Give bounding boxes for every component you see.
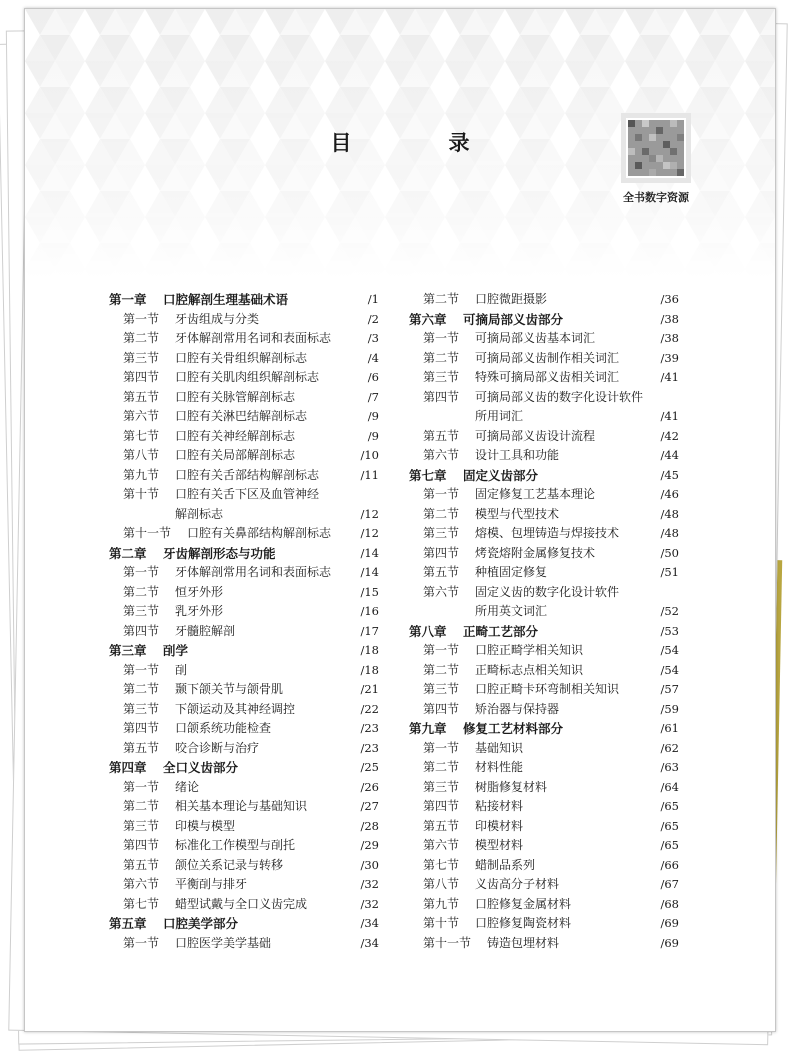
toc-entry-page: /38 <box>660 331 679 345</box>
toc-entry-number: 第三节 <box>423 370 460 384</box>
toc-entry-title: 义齿高分子材料 <box>475 877 560 891</box>
toc-entry-title: 口腔修复金属材料 <box>475 896 572 911</box>
toc-entry-number: 第六节 <box>423 838 460 852</box>
toc-entry-title: 牙齿组成与分类 <box>175 311 260 326</box>
toc-section-entry[interactable] <box>409 388 679 408</box>
toc-entry-number: 第十一节 <box>123 526 172 540</box>
toc-entry-page: /66 <box>660 857 679 872</box>
toc-entry-number: 第四节 <box>423 545 460 560</box>
toc-section-entry[interactable] <box>109 407 379 427</box>
toc-entry-number: 第六节 <box>123 409 160 423</box>
toc-entry-title: 特殊可摘局部义齿相关词汇 <box>475 370 620 384</box>
toc-section-entry[interactable] <box>409 485 679 505</box>
toc-entry-title: 材料性能 <box>475 760 524 774</box>
toc-entry-number: 第一节 <box>423 487 460 501</box>
toc-entry-number: 第七节 <box>123 896 160 911</box>
page-title: 目 录 <box>330 131 508 155</box>
toc-section-entry[interactable] <box>109 719 379 739</box>
toc-section-entry[interactable] <box>109 427 379 447</box>
toc-entry-number: 第四节 <box>123 623 160 638</box>
toc-section-entry[interactable] <box>409 700 679 720</box>
toc-entry-page: /68 <box>660 896 679 911</box>
toc-chapter-entry[interactable] <box>409 622 679 642</box>
toc-entry-number: 第五节 <box>423 428 460 443</box>
toc-entry-title: 全口义齿部分 <box>163 760 239 775</box>
toc-section-entry[interactable] <box>409 680 679 700</box>
toc-entry-number: 第一节 <box>123 779 160 794</box>
toc-chapter-entry[interactable] <box>109 544 379 564</box>
toc-entry-title: 熔模、包埋铸造与焊接技术 <box>475 526 620 540</box>
toc-entry-page: /28 <box>360 818 379 833</box>
toc-section-entry[interactable] <box>109 466 379 486</box>
toc-entry-page: /48 <box>660 506 679 521</box>
toc-entry-page: /25 <box>360 760 379 774</box>
qr-code[interactable] <box>621 113 691 183</box>
toc-section-entry[interactable] <box>409 446 679 466</box>
toc-entry-page: /10 <box>360 448 379 462</box>
toc-entry-page: /9 <box>367 428 379 443</box>
toc-section-entry[interactable] <box>109 778 379 798</box>
toc-entry-number: 第二节 <box>423 662 460 677</box>
toc-entry-number: 第五节 <box>423 565 460 579</box>
toc-entry-page: /11 <box>360 467 379 482</box>
toc-section-entry[interactable] <box>409 739 679 759</box>
toc-entry-number: 第二节 <box>123 682 160 696</box>
toc-entry-page: /59 <box>660 701 679 716</box>
toc-entry-title: 设计工具和功能 <box>475 448 560 462</box>
toc-entry-page: /32 <box>360 896 379 911</box>
toc-entry-number: 第七节 <box>423 857 460 872</box>
toc-entry-page: /36 <box>660 292 679 306</box>
toc-entry-page: /6 <box>367 370 379 384</box>
toc-entry-page: /3 <box>367 331 379 345</box>
toc-entry-title: 标准化工作模型与㓦托 <box>175 838 296 852</box>
toc-entry-page: /69 <box>660 916 679 930</box>
toc-section-entry[interactable] <box>409 290 679 310</box>
toc-entry-continuation[interactable] <box>409 602 679 622</box>
toc-entry-page: /23 <box>360 721 379 735</box>
toc-entry-title: 解剖标志 <box>175 506 224 521</box>
toc-entry-page: /61 <box>660 721 679 735</box>
toc-entry-page: /53 <box>660 623 679 638</box>
toc-entry-number: 第一章 <box>109 292 147 307</box>
toc-entry-title: 咬合诊断与治疗 <box>175 740 260 755</box>
toc-entry-title: 口腔有关舌部结构解剖标志 <box>175 467 320 482</box>
toc-entry-number: 第一节 <box>123 565 160 579</box>
toc-entry-page: /12 <box>360 506 379 521</box>
toc-section-entry[interactable] <box>409 563 679 583</box>
toc-entry-page: /67 <box>660 877 679 891</box>
toc-entry-title: 粘接材料 <box>475 799 524 813</box>
toc-entry-number: 第六节 <box>423 448 460 462</box>
toc-entry-number: 第二节 <box>423 760 460 774</box>
toc-entry-page: /1 <box>367 292 379 306</box>
toc-entry-page: /21 <box>360 682 379 696</box>
toc-chapter-entry[interactable] <box>109 758 379 778</box>
toc-chapter-entry[interactable] <box>409 466 679 486</box>
toc-entry-number: 第五节 <box>123 857 160 872</box>
toc-entry-page: /2 <box>367 311 379 326</box>
toc-entry-number: 第六章 <box>409 311 447 327</box>
toc-entry-page: /9 <box>367 409 379 423</box>
toc-entry-number: 第二节 <box>123 584 160 599</box>
toc-entry-title: 印模材料 <box>475 818 524 833</box>
toc-entry-page: /30 <box>360 857 379 872</box>
toc-entry-number: 第八节 <box>123 448 160 462</box>
toc-section-entry[interactable] <box>109 583 379 603</box>
toc-entry-title: 㓦学 <box>163 643 189 658</box>
toc-entry-page: /18 <box>360 643 379 657</box>
toc-section-entry[interactable] <box>409 856 679 876</box>
toc-entry-title: 可摘局部义齿设计流程 <box>475 428 596 443</box>
toc-entry-title: 颌位关系记录与转移 <box>175 857 284 872</box>
toc-section-entry[interactable] <box>409 758 679 778</box>
toc-section-entry[interactable] <box>409 661 679 681</box>
toc-section-entry[interactable] <box>409 583 679 603</box>
toc-entry-number: 第九节 <box>123 467 160 482</box>
toc-entry-number: 第五节 <box>123 389 160 404</box>
toc-section-entry[interactable] <box>409 875 679 895</box>
toc-entry-page: /44 <box>660 448 679 462</box>
toc-entry-number: 第三节 <box>123 350 160 365</box>
toc-entry-number: 第三章 <box>109 643 147 658</box>
toc-entry-title: 口腔正畸学相关知识 <box>475 643 584 657</box>
toc-entry-title: 口腔修复陶瓷材料 <box>475 916 572 930</box>
toc-entry-page: /52 <box>660 604 679 618</box>
toc-entry-page: /22 <box>360 701 379 716</box>
toc-entry-number: 第四节 <box>123 370 160 384</box>
toc-entry-title: 可摘局部义齿部分 <box>463 311 564 327</box>
toc-entry-number: 第十节 <box>423 916 460 930</box>
toc-section-entry[interactable] <box>409 329 679 349</box>
toc-chapter-entry[interactable] <box>409 719 679 739</box>
toc-entry-title: 模型材料 <box>475 838 524 852</box>
toc-entry-number: 第一节 <box>123 662 160 677</box>
toc-entry-page: /4 <box>367 350 379 365</box>
toc-entry-number: 第六节 <box>423 584 460 599</box>
toc-page <box>24 8 776 1032</box>
toc-entry-page: /54 <box>660 643 679 657</box>
toc-entry-page: /69 <box>660 935 679 950</box>
toc-right-column <box>409 290 679 953</box>
toc-section-entry[interactable] <box>409 778 679 798</box>
toc-section-entry[interactable] <box>409 505 679 525</box>
toc-entry-title: 印模与模型 <box>175 818 236 833</box>
qr-code-icon <box>628 120 684 176</box>
toc-entry-page: /42 <box>660 428 679 443</box>
toc-entry-title: 牙体解剖常用名词和表面标志 <box>175 565 332 579</box>
toc-entry-title: 正畸标志点相关知识 <box>475 662 584 677</box>
toc-entry-page: /46 <box>660 487 679 501</box>
toc-entry-page: /41 <box>660 409 679 423</box>
toc-entry-title: 口腔有关脉管解剖标志 <box>175 389 296 404</box>
toc-entry-title: 可摘局部义齿基本词汇 <box>475 331 596 345</box>
toc-entry-number: 第二节 <box>423 350 460 365</box>
toc-section-entry[interactable] <box>109 329 379 349</box>
toc-chapter-entry[interactable] <box>109 290 379 310</box>
toc-entry-page: /65 <box>660 799 679 813</box>
toc-entry-page: /65 <box>660 838 679 852</box>
toc-entry-number: 第四节 <box>123 721 160 735</box>
toc-entry-page: /7 <box>367 389 379 404</box>
toc-entry-title: 颞下颌关节与颌骨肌 <box>175 682 284 696</box>
toc-entry-number: 第十节 <box>123 487 160 501</box>
toc-section-entry[interactable] <box>109 524 379 544</box>
toc-entry-page: /62 <box>660 740 679 755</box>
toc-section-entry[interactable] <box>109 368 379 388</box>
toc-entry-page: /14 <box>360 545 379 560</box>
toc-section-entry[interactable] <box>109 388 379 408</box>
toc-entry-title: 修复工艺材料部分 <box>463 721 564 736</box>
toc-entry-title: 口腔有关骨组织解剖标志 <box>175 350 308 365</box>
toc-entry-page: /16 <box>360 604 379 618</box>
toc-entry-title: 可摘局部义齿制作相关词汇 <box>475 350 620 365</box>
toc-entry-number: 第一节 <box>123 311 160 326</box>
toc-entry-page: /17 <box>360 623 379 638</box>
toc-entry-number: 第四节 <box>423 799 460 813</box>
toc-entry-number: 第八章 <box>409 623 447 639</box>
toc-entry-title: 正畸工艺部分 <box>463 623 539 639</box>
toc-section-entry[interactable] <box>109 817 379 837</box>
toc-section-entry[interactable] <box>109 310 379 330</box>
toc-entry-number: 第四节 <box>423 389 460 404</box>
toc-entry-title: 口腔有关淋巴结解剖标志 <box>175 409 308 423</box>
toc-section-entry[interactable] <box>409 836 679 856</box>
toc-entry-title: 种植固定修复 <box>475 565 548 579</box>
toc-entry-page: /41 <box>660 370 679 384</box>
toc-entry-title: 固定义齿部分 <box>463 467 539 483</box>
toc-entry-number: 第三节 <box>423 682 460 696</box>
toc-entry-title: 口腔正畸卡环弯制相关知识 <box>475 682 620 696</box>
toc-section-entry[interactable] <box>109 485 379 505</box>
toc-entry-number: 第十一节 <box>423 935 472 950</box>
toc-entry-title: 牙髓腔解剖 <box>175 623 236 638</box>
toc-entry-number: 第三节 <box>123 701 160 716</box>
toc-entry-number: 第二节 <box>423 292 460 306</box>
toc-entry-page: /57 <box>660 682 679 696</box>
toc-section-entry[interactable] <box>109 797 379 817</box>
toc-entry-title: 树脂修复材料 <box>475 779 548 794</box>
toc-entry-title: 所用英文词汇 <box>475 604 548 618</box>
toc-entry-title: 矫治器与保持器 <box>475 701 560 716</box>
toc-section-entry[interactable] <box>109 739 379 759</box>
toc-entry-title: 口腔有关神经解剖标志 <box>175 428 296 443</box>
toc-entry-title: 烤瓷熔附金属修复技术 <box>475 545 596 560</box>
toc-entry-page: /48 <box>660 526 679 540</box>
toc-entry-page: /64 <box>660 779 679 794</box>
toc-section-entry[interactable] <box>109 680 379 700</box>
toc-entry-number: 第二节 <box>423 506 460 521</box>
toc-entry-title: 㓦 <box>175 662 188 677</box>
toc-entry-page: /51 <box>660 565 679 579</box>
toc-entry-number: 第七章 <box>409 467 447 483</box>
toc-entry-number: 第四章 <box>109 760 147 775</box>
toc-entry-title: 牙体解剖常用名词和表面标志 <box>175 331 332 345</box>
toc-entry-title: 口腔有关舌下区及血管神经 <box>175 487 320 501</box>
toc-entry-title: 可摘局部义齿的数字化设计软件 <box>475 389 644 404</box>
toc-entry-title: 乳牙外形 <box>175 604 224 618</box>
toc-chapter-entry[interactable] <box>109 914 379 934</box>
toc-entry-title: 固定义齿的数字化设计软件 <box>475 584 620 599</box>
toc-entry-page: /63 <box>660 760 679 774</box>
toc-entry-number: 第三节 <box>123 604 160 618</box>
toc-entry-continuation[interactable] <box>409 407 679 427</box>
toc-section-entry[interactable] <box>109 856 379 876</box>
toc-entry-title: 恒牙外形 <box>175 584 224 599</box>
toc-entry-title: 相关基本理论与基础知识 <box>175 799 308 813</box>
toc-section-entry[interactable] <box>109 563 379 583</box>
toc-entry-number: 第五节 <box>123 740 160 755</box>
toc-entry-page: /23 <box>360 740 379 755</box>
toc-section-entry[interactable] <box>409 934 679 954</box>
toc-entry-page: /12 <box>360 526 379 540</box>
toc-section-entry[interactable] <box>109 602 379 622</box>
toc-entry-page: /50 <box>660 545 679 560</box>
toc-entry-title: 口腔有关局部解剖标志 <box>175 448 296 462</box>
toc-entry-number: 第四节 <box>423 701 460 716</box>
toc-entry-title: 口腔有关鼻部结构解剖标志 <box>187 526 332 540</box>
toc-entry-title: 口腔微距摄影 <box>475 292 548 306</box>
toc-section-entry[interactable] <box>409 349 679 369</box>
toc-entry-number: 第一节 <box>423 331 460 345</box>
toc-entry-number: 第九节 <box>423 896 460 911</box>
toc-section-entry[interactable] <box>109 349 379 369</box>
toc-entry-number: 第二节 <box>123 799 160 813</box>
toc-entry-title: 固定修复工艺基本理论 <box>475 487 596 501</box>
toc-section-entry[interactable] <box>109 661 379 681</box>
toc-entry-page: /34 <box>360 935 379 950</box>
toc-chapter-entry[interactable] <box>109 641 379 661</box>
toc-entry-page: /65 <box>660 818 679 833</box>
toc-entry-title: 牙齿解剖形态与功能 <box>163 545 276 561</box>
toc-entry-title: 蜡型试戴与全口义齿完成 <box>175 896 308 911</box>
toc-section-entry[interactable] <box>409 427 679 447</box>
toc-entry-page: /34 <box>360 916 379 930</box>
toc-entry-number: 第四节 <box>123 838 160 852</box>
toc-entry-page: /32 <box>360 877 379 891</box>
toc-section-entry[interactable] <box>409 524 679 544</box>
toc-section-entry[interactable] <box>409 895 679 915</box>
toc-section-entry[interactable] <box>109 446 379 466</box>
toc-entry-page: /14 <box>360 565 379 579</box>
toc-entry-title: 模型与代型技术 <box>475 506 560 521</box>
toc-section-entry[interactable] <box>109 836 379 856</box>
toc-entry-title: 口腔解剖生理基础术语 <box>163 292 289 307</box>
toc-entry-title: 口腔美学部分 <box>163 916 239 931</box>
toc-section-entry[interactable] <box>409 544 679 564</box>
toc-entry-number: 第三节 <box>123 818 160 833</box>
toc-entry-title: 铸造包埋材料 <box>487 935 560 950</box>
toc-entry-page: /26 <box>360 779 379 794</box>
toc-section-entry[interactable] <box>109 895 379 915</box>
toc-entry-page: /54 <box>660 662 679 677</box>
toc-entry-title: 平衡㓦与排牙 <box>175 877 248 891</box>
toc-entry-number: 第七节 <box>123 428 160 443</box>
toc-entry-page: /45 <box>660 467 679 482</box>
toc-entry-number: 第五章 <box>109 916 147 931</box>
toc-section-entry[interactable] <box>409 368 679 388</box>
toc-entry-page: /15 <box>360 584 379 599</box>
toc-entry-number: 第二节 <box>123 331 160 345</box>
qr-code-label: 全书数字资源 <box>623 191 689 204</box>
toc-entry-title: 绪论 <box>175 779 200 794</box>
toc-entry-title: 口颌系统功能检查 <box>175 721 272 735</box>
toc-section-entry[interactable] <box>109 934 379 954</box>
toc-entry-number: 第五节 <box>423 818 460 833</box>
toc-entry-page: /38 <box>660 311 679 326</box>
toc-section-entry[interactable] <box>409 797 679 817</box>
toc-section-entry[interactable] <box>409 914 679 934</box>
toc-chapter-entry[interactable] <box>409 310 679 330</box>
toc-entry-title: 蜡制品系列 <box>475 857 536 872</box>
toc-entry-page: /27 <box>360 799 379 813</box>
toc-entry-title: 基础知识 <box>475 740 524 755</box>
toc-entry-number: 第六节 <box>123 877 160 891</box>
toc-entry-number: 第九章 <box>409 721 447 736</box>
toc-entry-number: 第八节 <box>423 877 460 891</box>
toc-entry-title: 口腔有关肌肉组织解剖标志 <box>175 370 320 384</box>
toc-entry-number: 第三节 <box>423 526 460 540</box>
toc-entry-number: 第一节 <box>423 643 460 657</box>
toc-entry-number: 第三节 <box>423 779 460 794</box>
toc-entry-title: 所用词汇 <box>475 409 524 423</box>
toc-entry-page: /29 <box>360 838 379 852</box>
toc-entry-page: /18 <box>360 662 379 677</box>
toc-section-entry[interactable] <box>409 817 679 837</box>
toc-entry-number: 第一节 <box>123 935 160 950</box>
toc-section-entry[interactable] <box>109 622 379 642</box>
toc-entry-number: 第二章 <box>109 545 147 561</box>
toc-section-entry[interactable] <box>109 875 379 895</box>
toc-entry-continuation[interactable] <box>109 505 379 525</box>
toc-left-column <box>109 290 379 953</box>
toc-entry-number: 第一节 <box>423 740 460 755</box>
toc-section-entry[interactable] <box>409 641 679 661</box>
toc-entry-title: 下颌运动及其神经调控 <box>175 701 296 716</box>
toc-entry-title: 口腔医学美学基础 <box>175 935 272 950</box>
toc-entry-page: /39 <box>660 350 679 365</box>
toc-section-entry[interactable] <box>109 700 379 720</box>
